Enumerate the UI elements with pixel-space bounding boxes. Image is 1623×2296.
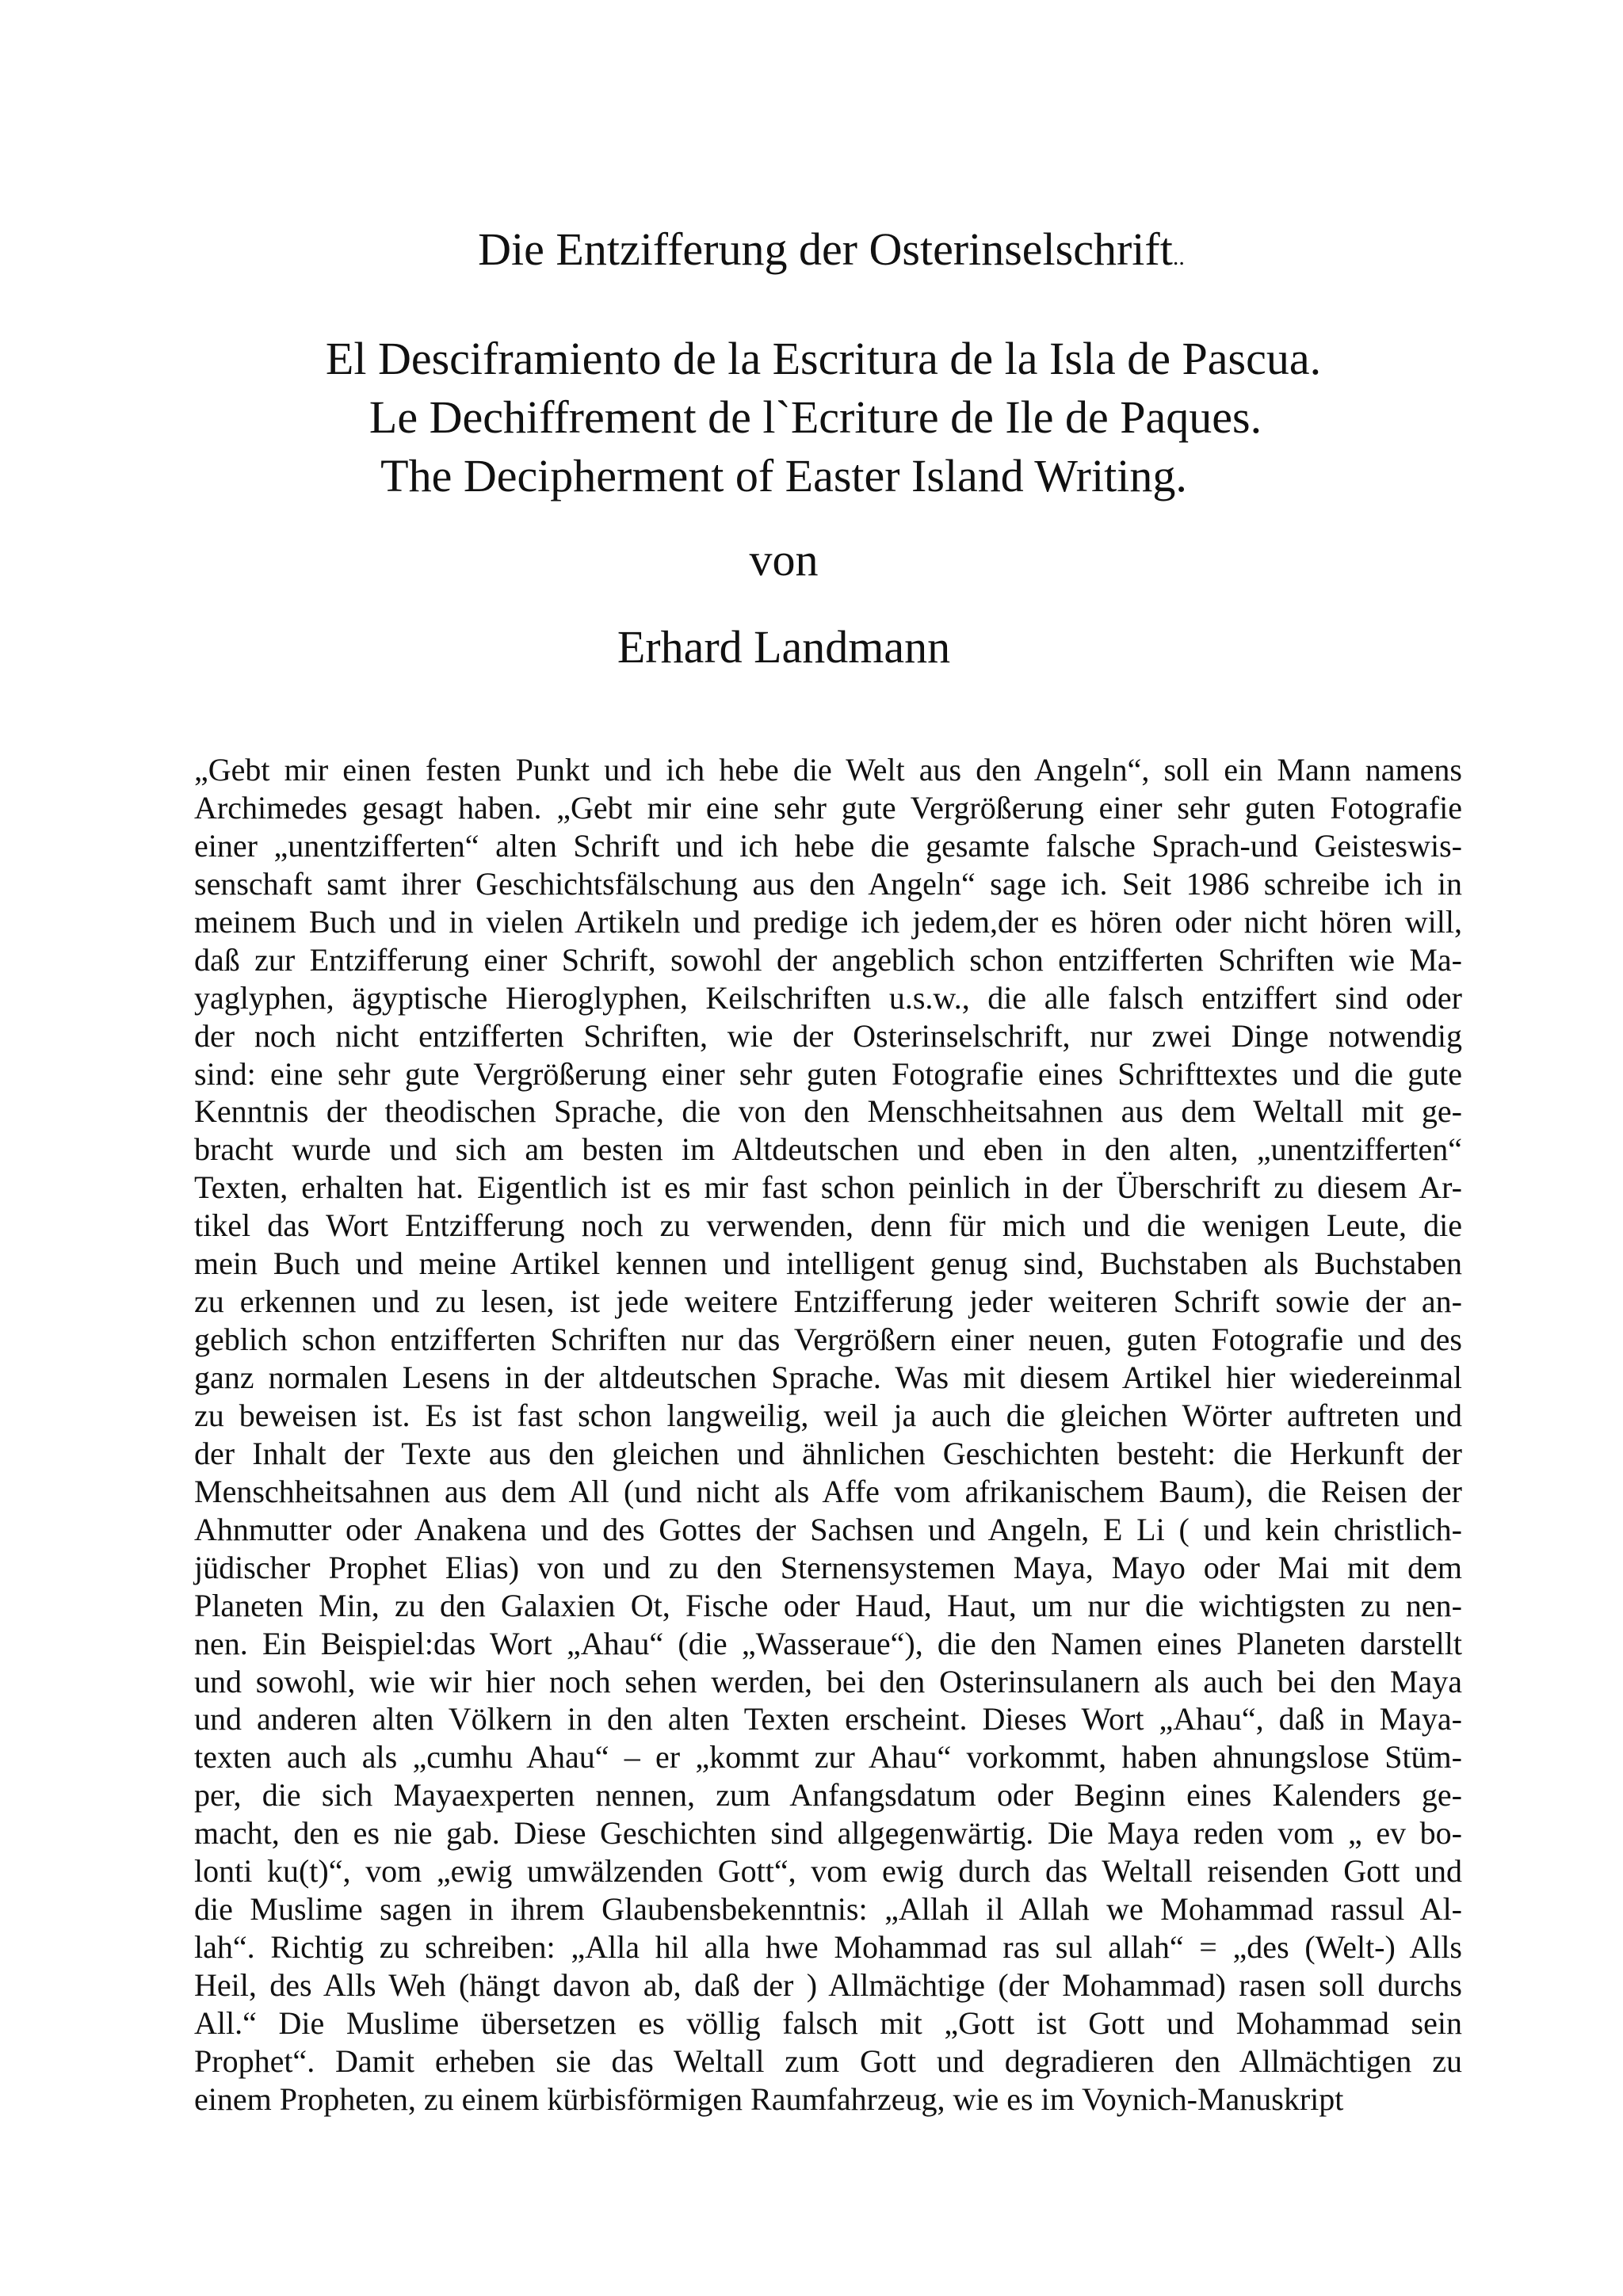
body-line: zu beweisen ist. Es ist fast schon langweilig, weil ja auch die gleichen Wörter auftreten und xyxy=(194,1397,1462,1433)
author-name: Erhard Landmann xyxy=(617,621,951,673)
body-line: „Gebt mir einen festen Punkt und ich hebe die Welt aus den Angeln“, soll ein Mann namens xyxy=(194,752,1462,788)
body-line: jüdischer Prophet Elias) von und zu den Sternensystemen Maya, Mayo oder Mai mit dem xyxy=(194,1549,1462,1585)
title-french: Le Dechiffrement de l`Ecriture de Ile de Paques. xyxy=(369,391,1262,443)
body-line: ganz normalen Lesens in der altdeutschen Sprache. Was mit diesem Artikel hier wiedereinmal xyxy=(194,1360,1462,1395)
body-line: nen. Ein Beispiel:das Wort „Ahau“ (die „Wasseraue“), die den Namen eines Planeten darstellt xyxy=(194,1625,1462,1661)
body-line: Prophet“. Damit erheben sie das Weltall zum Gott und degradieren den Allmächtigen zu xyxy=(194,2042,1462,2079)
body-line: Heil, des Alls Weh (hängt davon ab, daß der ) Allmächtige (der Mohammad) rasen soll durchs xyxy=(194,1967,1462,2003)
body-line: Planeten Min, zu den Galaxien Ot, Fische oder Haud, Haut, um nur die wichtigsten zu nen- xyxy=(194,1587,1462,1623)
body-line: sind: eine sehr gute Vergrößerung einer sehr guten Fotografie eines Schrifttextes und die gute xyxy=(194,1055,1462,1092)
body-line: senschaft samt ihrer Geschichtsfälschung aus den Angeln“ sage ich. Seit 1986 schreibe ich in xyxy=(194,865,1462,902)
body-line: Menschheitsahnen aus dem All (und nicht als Affe vom afrikanischem Baum), die Reisen der xyxy=(194,1473,1462,1509)
byline-von: von xyxy=(749,534,819,585)
body-line: zu erkennen und zu lesen, ist jede weitere Entzifferung jeder weiteren Schrift sowie der an- xyxy=(194,1283,1462,1320)
article-body xyxy=(194,751,1462,2119)
body-line: und anderen alten Völkern in den alten Texten erscheint. Dieses Wort „Ahau“, daß in Maya- xyxy=(194,1701,1462,1737)
body-line: Archimedes gesagt haben. „Gebt mir eine sehr gute Vergrößerung einer sehr guten Fotografie xyxy=(194,789,1462,826)
body-line: einer „unentzifferten“ alten Schrift und ich hebe die gesamte falsche Sprach-und Geisteswis- xyxy=(194,827,1462,864)
body-line: macht, den es nie gab. Diese Geschichten sind allgegenwärtig. Die Maya reden vom „ ev bo- xyxy=(194,1815,1462,1852)
body-line: mein Buch und meine Artikel kennen und intelligent genug sind, Buchstaben als Buchstaben xyxy=(194,1245,1462,1282)
title-german xyxy=(20,224,1623,283)
body-line: der noch nicht entzifferten Schriften, wie der Osterinselschrift, nur zwei Dinge notwendig xyxy=(194,1017,1462,1054)
body-line: Kenntnis der theodischen Sprache, die von den Menschheitsahnen aus dem Weltall mit ge- xyxy=(194,1093,1462,1130)
title-german-suffix: .. xyxy=(1172,244,1185,270)
body-line: yaglyphen, ägyptische Hieroglyphen, Keilschriften u.s.w., die alle falsch entziffert sind oder xyxy=(194,979,1462,1016)
body-line: die Muslime sagen in ihrem Glaubensbekenntnis: „Allah il Allah we Mohammad rassul Al- xyxy=(194,1891,1462,1928)
body-line: All.“ Die Muslime übersetzen es völlig falsch mit „Gott ist Gott und Mohammad sein xyxy=(194,2004,1462,2041)
body-line: einem Propheten, zu einem kürbisförmigen Raumfahrzeug, wie es im Voynich-Manuskript xyxy=(194,2081,1344,2117)
title-german-text: Die Entzifferung der Osterinselschrift xyxy=(478,223,1173,275)
title-english: The Decipherment of Easter Island Writing. xyxy=(380,450,1187,502)
body-line: meinem Buch und in vielen Artikeln und predige ich jedem,der es hören oder nicht hören will, xyxy=(194,903,1462,940)
body-line: tikel das Wort Entzifferung noch zu verwenden, denn für mich und die wenigen Leute, die xyxy=(194,1207,1462,1244)
body-line: per, die sich Mayaexperten nennen, zum Anfangsdatum oder Beginn eines Kalenders ge- xyxy=(194,1777,1462,1814)
body-line: der Inhalt der Texte aus den gleichen und ähnlichen Geschichten besteht: die Herkunft der xyxy=(194,1435,1462,1471)
body-line: bracht wurde und sich am besten im Altdeutschen und eben in den alten, „unentzifferten“ xyxy=(194,1131,1462,1168)
title-spanish: El Desciframiento de la Escritura de la Isla de Pascua. xyxy=(325,333,1322,384)
body-line: Texten, erhalten hat. Eigentlich ist es mir fast schon peinlich in der Überschrift zu diesem Ar- xyxy=(194,1169,1462,1206)
body-line: und sowohl, wie wir hier noch sehen werden, bei den Osterinsulanern als auch bei den Maya xyxy=(194,1663,1462,1699)
body-line: daß zur Entzifferung einer Schrift, sowohl der angeblich schon entzifferten Schriften wie Ma- xyxy=(194,941,1462,978)
body-line: texten auch als „cumhu Ahau“ – er „kommt zur Ahau“ vorkommt, haben ahnungslose Stüm- xyxy=(194,1739,1462,1775)
body-line: lonti ku(t)“, vom „ewig umwälzenden Gott“, vom ewig durch das Weltall reisenden Gott und xyxy=(194,1853,1462,1890)
body-line: lah“. Richtig zu schreiben: „Alla hil alla hwe Mohammad ras sul allah“ = „des (Welt-) Alls xyxy=(194,1929,1462,1966)
body-line: Ahnmutter oder Anakena und des Gottes der Sachsen und Angeln, E Li ( und kein christlich- xyxy=(194,1511,1462,1547)
body-line: geblich schon entzifferten Schriften nur das Vergrößern einer neuen, guten Fotografie und des xyxy=(194,1322,1462,1358)
